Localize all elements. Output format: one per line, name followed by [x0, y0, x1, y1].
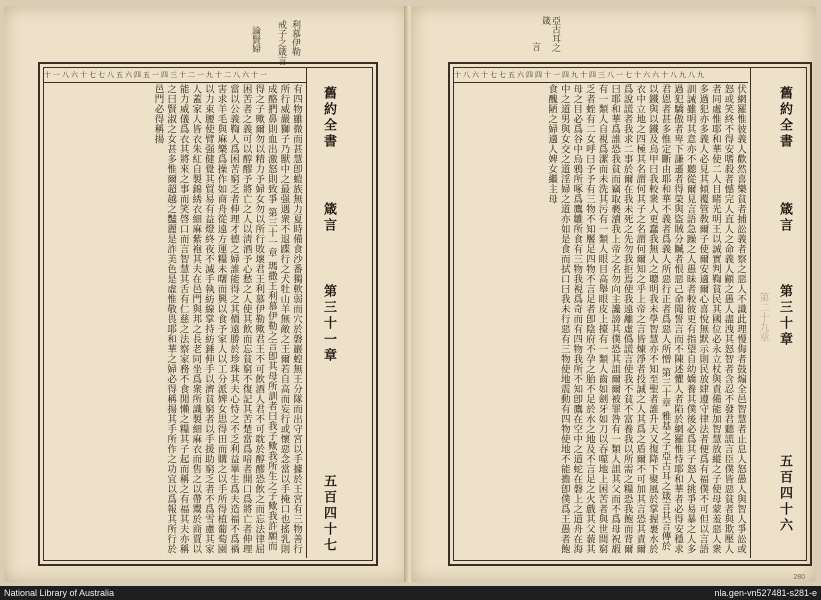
right-faded-chapter: 第二十九章	[757, 292, 768, 342]
left-book-title: 舊約全書	[321, 86, 336, 150]
right-text-frame	[448, 62, 812, 566]
left-margin-note-1: 利慕伊勒	[290, 20, 300, 56]
left-margin-note-3: 論賢婦	[250, 26, 260, 53]
right-margin-note-2: 言	[530, 42, 540, 51]
footer-bar	[0, 586, 821, 600]
right-page-number: 五百四十六	[777, 454, 792, 534]
left-column-ruler: 十一八六十七七八五六四五一四三十二一九十二八六十一	[44, 68, 306, 83]
left-page-number: 五百四十七	[321, 474, 336, 554]
right-page	[412, 6, 816, 582]
left-text-frame	[38, 62, 378, 566]
left-body-text: 有四物雖微而甚慧卽螘族無力夏時備食沙番獨軟弱而穴於磐巖蝗無王分隊而出守宮以手據於王宮有三物善行所行威嚴獅子乃獸中之最强遇衆不退蹀行之犬牡山羊無敵之王爾若自高而妄行或懷惡念當以手掩口也搖乳則成酪捫鼻則血出激怒則致爭 第三十一章 瑪撒王利慕伊勒之言卽其母所訓者曰我子歟我所生之子歟我許願而得之子歟爾勿以精力予婦女勿以所行敗壞君王利慕伊勒歟君王不可飲酒人君不可耽於醇醪恐飲之而忘法律屈困苦者之義可以醇醪予將亡之人以淸酒予心愁之人使其飲而忘貧窮不復記其苦楚當爲喑者開口爲將亡者伸理當以公義鞫人爲困苦窮乏者伸理才德之婦誰能得之其價遠勝於珍珠其夫心恃之不乏利益畢生爲夫造福不爲禍害求羊毛與麻樂爲操作如商舟從遠方運糧未曙而興以食予家人以工分派婢女思得田而購之以手所得植葡萄園以力束腰使臂强健覺其貿易有益燈終夜不滅手執紡線掌持紡錘伸手以濟貧窮者以手援助窮乏者不爲雪慮其家人蓋家人皆衣朱紅自製錦綉衣細麻紫袍其夫在邑門與邦之長老同坐爲衆所識製細麻衣而售之以帶鬻於商賈以能力威儀爲衣其將來之事而笑啓口而言智慧其舌有仁慈之法察家務不食閒懶之糧其子起而稱之有福其夫亦稱之曰賢淑之女甚多惟爾超越之豔麗是詐美色是虛惟敬畏耶和華之婦必得稱揚其手所作之功宜以爲報其所行於邑門必得稱揚	[152, 84, 302, 554]
right-book-name: 箴言	[777, 202, 792, 234]
footer-item-id: nla.gen-vn527481-s281-e	[714, 588, 817, 598]
scan-stamp: 280	[793, 574, 805, 581]
left-book-name: 箴言	[321, 202, 336, 234]
footer-library-name: National Library of Australia	[4, 588, 115, 598]
right-margin-note-1: 亞古耳之箴	[540, 16, 560, 52]
right-chapter-heading: 第三十章	[777, 284, 792, 348]
right-column-ruler: 十八六十七七五六四四十一四九十四三八一七十六六十八九八九	[454, 68, 748, 83]
left-chapter-heading: 第三十一章	[321, 284, 336, 364]
right-body-text: 伏網羅惟彼義人歡然喜樂貧者捕訟義者察之惡人不識此理慢侮者鼓煽全邑智慧者止息人怒愚人與智人爭訟或怒或笑終不得安嗜殺者憾完人直人之命義人顧之愚人盡洩其怒智者含忍不發君聽謊言臣僕皆惡貧者與欺壓人者同處惟耶和華使二人目睹光明王以誠實判鞫貧民其國位必永立杖與責備能加智慧放縱之子使母蒙羞惡人衆多過犯亦多義人必見其傾覆管敎爾子使爾安適爾心喜悅無默示則民放肆遵守律法者便爲有福僕不可但以言語訓誡雖明其意亦不聽從爾見言語急躁之人愚昧者較彼更有指望自幼嬌養其僕後必爲其子怒人挑爭易暴之人多過犯驕傲者卑下謙遜者得榮與盜賊分贓者恨惡己命聞誓言而不陳述懼人者陷於網羅惟恃耶和華者必得安穩求君恩者甚多惟定斷由耶和華不義者爲義人所惡行正者爲惡人所憎 第三十章 雅基之子亞古耳之箴言其言傳於以鐵與以鐵及烏甲曰我較衆人更蠢我無人之聰明我未學智慧亦不知至聖者誰升天又復降下聚風於掌握裹水於衣中立地之四極其名謂何其子之名謂何爾知之乎上帝之言皆煉淨者投誠之人其爲之盾爾不可加其言恐其責爾爲說謊者我求二事於爾在我未死之先勿我拒焉使我遠離虛僞謊言使我不貧不富養我以所需之糧恐我飽而背爾曰耶和華爲誰恐我貧而竊取褻瀆我上帝之名勿向主讒謗其僕恐其詛爾爾被罪咎有一類人詛其父而不爲母祝嘏有一類人自視爲潔而未洗其污有一類人眼目高舉眼皮上擡有一類人齒如劍牙如刀以吞噬地上困苦者與世間窮乏者蛭有二女呼曰予予有三物不知饜足四物不言足者卽陰府不孕之胎不足於水之地及不言足之火戲其父藐其母之目必爲谷中烏鴉所啄爲鷹雛所食有三物我視爲奇而有四物我所不知卽鷹在空中之道蛇在磐上之道舟在海中之道男與女交之道淫婦之道亦如是食而拭口曰我未行惡有三物使地震動有四物使地不能擔卽僕爲王愚者飽食醜陋之婦適人婢女繼主母	[546, 84, 746, 554]
left-page	[4, 6, 408, 582]
left-margin-note-2: 戒子之箴言	[276, 20, 286, 65]
right-book-title: 舊約全書	[777, 86, 792, 150]
